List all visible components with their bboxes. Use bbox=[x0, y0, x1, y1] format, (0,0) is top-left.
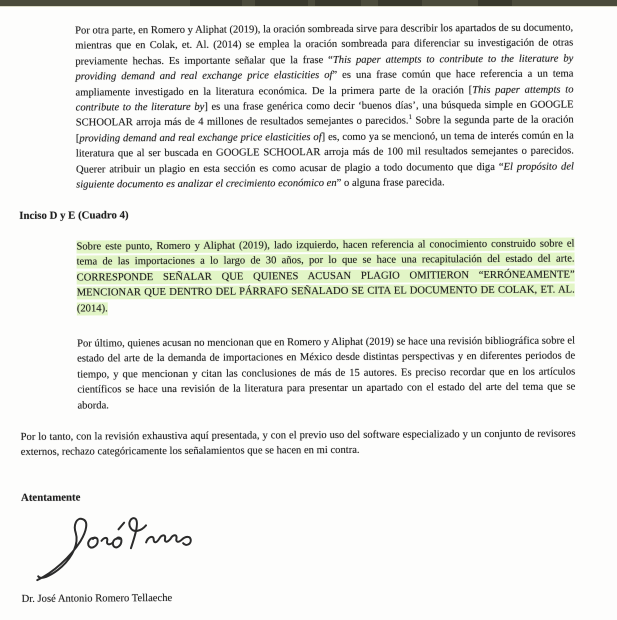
handwritten-signature-image bbox=[29, 511, 201, 586]
signature-stroke-s bbox=[101, 538, 112, 544]
signature-svg bbox=[29, 511, 201, 586]
green-highlight-text: Sobre este punto, Romero y Aliphat (2019), lado izquierdo, hacen referencia al conocimiento construido sobre el tema de las importaciones a lo largo de 30 años, por lo que se hace una recapitulación del estado del arte. CORRESPONDE SEÑALAR QUE QUIENES ACUSAN PLAGIO OMITIERON “ERRÓNEAMENTE” MENCIONAR QUE DENTRO DEL PÁRRAFO SEÑALADO SE CITA EL DOCUMENTO DE COLAK, ET. AL. (2014). bbox=[76, 238, 575, 315]
letter-content bbox=[0, 3, 617, 607]
signature-stroke-e bbox=[113, 538, 122, 548]
paragraph-romero-aliphat-intro: Por otra parte, en Romero y Aliphat (2019), la oración sombreada sirve para describir los apartados de su documento, mientras que en Colak, et. Al. (2014) se emplea la oración sombreada para diferenciar su investigación de otras previamente hechas. Es importante señalar que la frase “This paper attempts to contribute to the literature by providing demand and real exchange price elasticities of” es una frase común que hace referencia a un tema ampliamente investigado en la literatura económica. De la primera parte de la oración [This paper attempts to contribute to the literature by] es una frase genérica como decir ‘buenos días’, una búsqueda simple en GOOGLE SCHOOLAR arroja más de 4 millones de resultados semejantes o parecidos.$^1$ Sobre la segunda parte de la oración [providing demand and real exchange price elasticities of] es, como ya se mencionó, un tema de interés común en la literatura que al ser buscada en GOOGLE SCHOOLAR arroja más de 100 mil resultados semejantes o parecidos. Querer atribuir un plagio en esta sección es como acusar de plagio a todo documento que diga “El propósito del siguiente documento es analizar el crecimiento económico en” o alguna frase parecida. bbox=[75, 22, 575, 191]
signer-name: Dr. José Antonio Romero Tellaeche bbox=[21, 593, 173, 606]
signature-stroke-r bbox=[129, 518, 146, 548]
highlighted-paragraph bbox=[76, 236, 574, 316]
closing-word: Atentamente bbox=[20, 491, 81, 504]
paragraph-literature-review: Por último, quienes acusan no mencionan que en Romero y Aliphat (2019) se hace una revisión bibliográfica sobre el estado del arte de la demanda de importaciones en México desde distintas perspectivas y en diferentes periodos de tiempo, y que mencionan y citan las conclusiones de más de 15 autores. Es preciso recordar que en los artículos científicos se hace una revisión de la literatura para presentar un apartado con el estado del arte del tema que se aborda. bbox=[77, 335, 576, 412]
section-heading-inciso-d-e: Inciso D y E (Cuadro 4) bbox=[19, 209, 129, 223]
signature-stroke-omero bbox=[146, 535, 191, 545]
signature-stroke-j bbox=[37, 519, 87, 580]
signature-stroke-accent bbox=[118, 523, 124, 530]
signature-stroke-o bbox=[88, 538, 98, 548]
paragraph-conclusion: Por lo tanto, con la revisión exhaustiva aquí presentada, y con el previo uso del software especializado y un conjunto de revisores externos, rechazo categóricamente los señalamientos que se hacen en mi contra. bbox=[20, 428, 576, 459]
